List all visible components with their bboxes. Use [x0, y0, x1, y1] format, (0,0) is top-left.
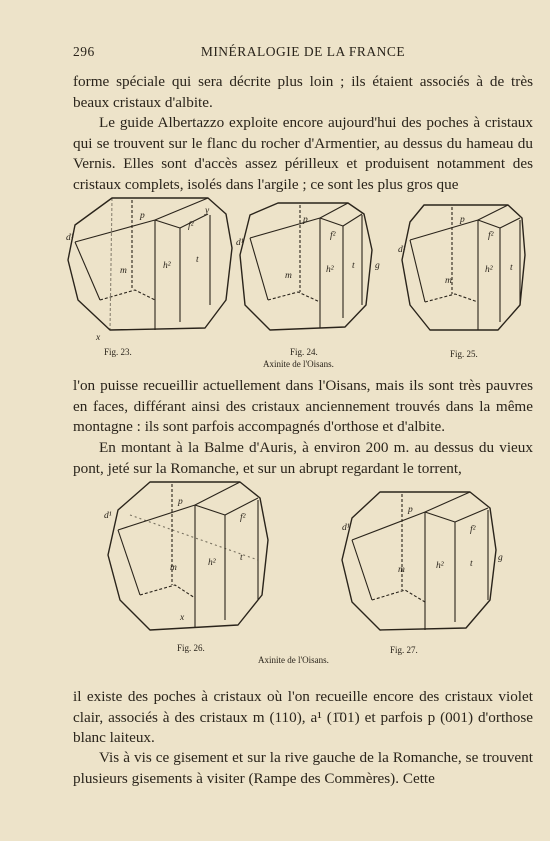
paragraph-6: Vis à vis ce gisement et sur la rive gauche de la Romanche, se trouvent plusieurs gisements à visiter (Rampe des Commères). Cette: [73, 749, 533, 787]
figure-27-crystal: [342, 492, 496, 630]
svg-text:d¹: d¹: [342, 523, 350, 533]
paragraph-4: En montant à la Balme d'Auris, à environ 200 m. au dessus du vieux pont, jeté sur la Romanche, et sur un abrupt regardant le torrent,: [73, 439, 533, 477]
svg-text:p: p: [408, 505, 413, 515]
svg-text:t: t: [240, 553, 243, 563]
svg-text:m: m: [398, 565, 405, 575]
svg-text:p: p: [178, 497, 183, 507]
running-title: MINÉRALOGIE DE LA FRANCE: [200, 44, 406, 59]
svg-text:y: y: [205, 206, 210, 216]
paragraph-5: il existe des poches à cristaux où l'on recueille encore des cristaux violet clair, associés à des cristaux m (110), a¹ (1̄01) et parfois p (001) d'orthose blanc laiteux.: [73, 688, 533, 747]
svg-text:g: g: [375, 261, 380, 271]
row1-group-caption: Axinite de l'Oisans.: [263, 359, 334, 369]
svg-text:d¹: d¹: [236, 238, 244, 248]
svg-text:p: p: [303, 215, 308, 225]
svg-text:m: m: [120, 266, 127, 276]
svg-text:h²: h²: [163, 261, 171, 271]
face-labels: [66, 206, 513, 623]
svg-text:h²: h²: [208, 558, 216, 568]
svg-text:d¹: d¹: [104, 511, 112, 521]
svg-text:t: t: [470, 559, 473, 569]
svg-text:d¹: d¹: [66, 233, 74, 243]
svg-text:f²: f²: [470, 525, 476, 535]
page-number: 296: [73, 44, 95, 59]
svg-text:m: m: [285, 271, 292, 281]
fig-27-caption: Fig. 27.: [390, 645, 418, 655]
row2-group-caption: Axinite de l'Oisans.: [258, 655, 329, 665]
svg-text:m: m: [445, 276, 452, 286]
svg-text:h²: h²: [485, 265, 493, 275]
svg-text:g: g: [498, 553, 503, 563]
svg-text:f²: f²: [330, 231, 336, 241]
figure-23-crystal: [68, 198, 232, 330]
svg-text:m: m: [170, 563, 177, 573]
svg-text:t: t: [196, 255, 199, 265]
svg-text:f²: f²: [188, 221, 194, 231]
fig-24-caption: Fig. 24.: [290, 347, 318, 357]
paragraph-2: Le guide Albertazzo exploite encore aujourd'hui des poches à cristaux qui se trouvent sur le flanc du rocher d'Armentier, au dessus du hameau du Vernis. Elles sont d'accès assez périlleux et produisent notamment des cristaux complets, isolés dans l'argile ; ce sont les plus gros que: [73, 114, 533, 193]
paragraph-3: l'on puisse recueillir actuellement dans l'Oisans, mais ils sont très pauvres en faces, différant ainsi des cristaux anciennement trouvés dans la même montagne : ils sont parfois accompagnés d'orthose et d'albite.: [73, 377, 533, 436]
svg-text:t: t: [510, 263, 513, 273]
svg-text:d¹: d¹: [398, 245, 406, 255]
svg-text:x: x: [96, 333, 101, 343]
fig-25-caption: Fig. 25.: [450, 349, 478, 359]
svg-text:f²: f²: [488, 231, 494, 241]
figure-26-crystal: [108, 482, 268, 630]
svg-text:p: p: [140, 211, 145, 221]
svg-text:t: t: [352, 261, 355, 271]
fig-26-caption: Fig. 26.: [177, 643, 205, 653]
svg-text:h²: h²: [436, 561, 444, 571]
svg-text:x: x: [180, 613, 185, 623]
svg-text:h²: h²: [326, 265, 334, 275]
fig-23-caption: Fig. 23.: [104, 347, 132, 357]
paragraph-1: forme spéciale qui sera décrite plus loin ; ils étaient associés à de très beaux cristaux d'albite.: [73, 73, 533, 111]
svg-text:f²: f²: [240, 513, 246, 523]
svg-text:p: p: [460, 215, 465, 225]
